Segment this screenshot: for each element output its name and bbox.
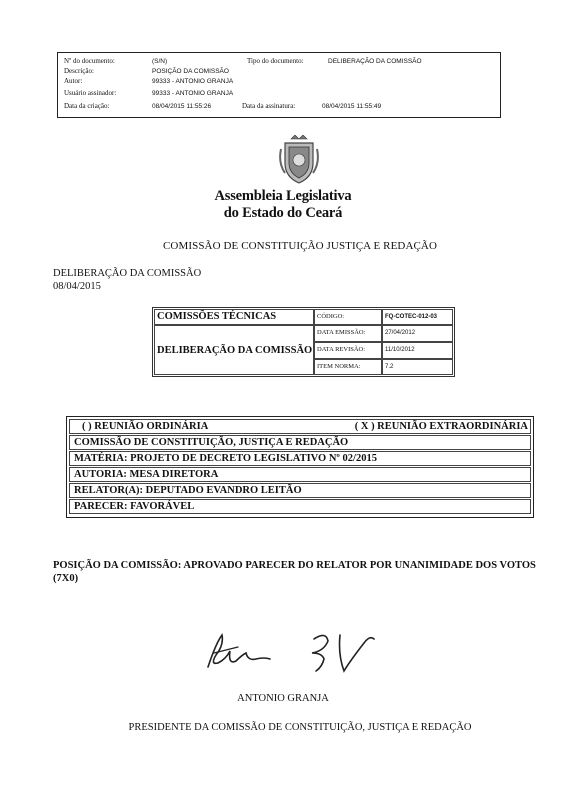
signature-date-value: 08/04/2015 11:55:49 [322,103,382,110]
coat-of-arms-icon [277,135,321,185]
doc-type-value: DELIBERAÇÃO DA COMISSÃO [328,58,422,65]
signer-user-value: 99333 - ANTONIO GRANJA [152,90,234,97]
extraordinary-meeting-option: ( X ) REUNIÃO EXTRAORDINÁRIA [354,421,528,432]
description-value: POSIÇÃO DA COMISSÃO [152,68,229,75]
opinion-row: PARECER: FAVORÁVEL [69,499,531,514]
commission-position: POSIÇÃO DA COMISSÃO: APROVADO PARECER DO RELATOR POR UNANIMIDADE DOS VOTOS (7X0) [53,560,536,584]
form-code-table [152,307,455,377]
norm-item-label: ITEM NORMA: [314,359,382,375]
description-label: Descrição: [64,67,94,75]
institution-name-line1: Assembleia Legislativa [214,188,352,204]
ordinary-meeting-option: ( ) REUNIÃO ORDINÁRIA [82,421,209,432]
signer-user-label: Usuário assinador: [64,89,117,97]
authorship-row: AUTORIA: MESA DIRETORA [69,467,531,482]
commission-heading: COMISSÃO DE CONSTITUIÇÃO JUSTIÇA E REDAÇÃO [162,240,438,252]
handwritten-signature [198,625,383,677]
form-code-label: CÓDIGO: [314,309,382,325]
meeting-info-table [66,416,534,518]
form-name-cell: DELIBERAÇÃO DA COMISSÃO [154,325,314,375]
issue-date-value: 27/04/2012 [382,325,453,342]
revision-date-value: 11/10/2012 [382,342,453,359]
rapporteur-row: RELATOR(A): DEPUTADO EVANDRO LEITÃO [69,483,531,498]
meeting-type-row [69,419,531,434]
signer-name: ANTONIO GRANJA [237,693,329,704]
revision-date-label: DATA REVISÃO: [314,342,382,359]
subject-row: MATÉRIA: PROJETO DE DECRETO LEGISLATIVO Nº 02/2015 [69,451,531,466]
author-value: 99333 - ANTONIO GRANJA [152,78,234,85]
meeting-commission-row: COMISSÃO DE CONSTITUIÇÃO, JUSTIÇA E REDAÇÃO [69,435,531,450]
document-metadata-box [57,52,501,118]
deliberation-title: DELIBERAÇÃO DA COMISSÃO [53,268,202,279]
doc-number-value: (S/N) [152,58,168,65]
norm-item-value: 7.2 [382,359,453,375]
deliberation-date: 08/04/2015 [53,281,101,292]
form-code-value: FQ-COTEC-012-03 [382,309,453,325]
signature-date-label: Data da assinatura: [242,102,296,110]
doc-type-label: Tipo do documento: [247,57,304,65]
author-label: Autor: [64,77,83,85]
doc-number-label: Nº do documento: [64,57,115,65]
signer-role: PRESIDENTE DA COMISSÃO DE CONSTITUIÇÃO, JUSTIÇA E REDAÇÃO [128,722,472,733]
issue-date-label: DATA EMISSÃO: [314,325,382,342]
institution-name-line2: do Estado do Ceará [223,205,343,221]
creation-date-label: Data da criação: [64,102,110,110]
creation-date-value: 08/04/2015 11:55:26 [152,103,212,110]
form-header-cell: COMISSÕES TÉCNICAS [154,309,314,325]
